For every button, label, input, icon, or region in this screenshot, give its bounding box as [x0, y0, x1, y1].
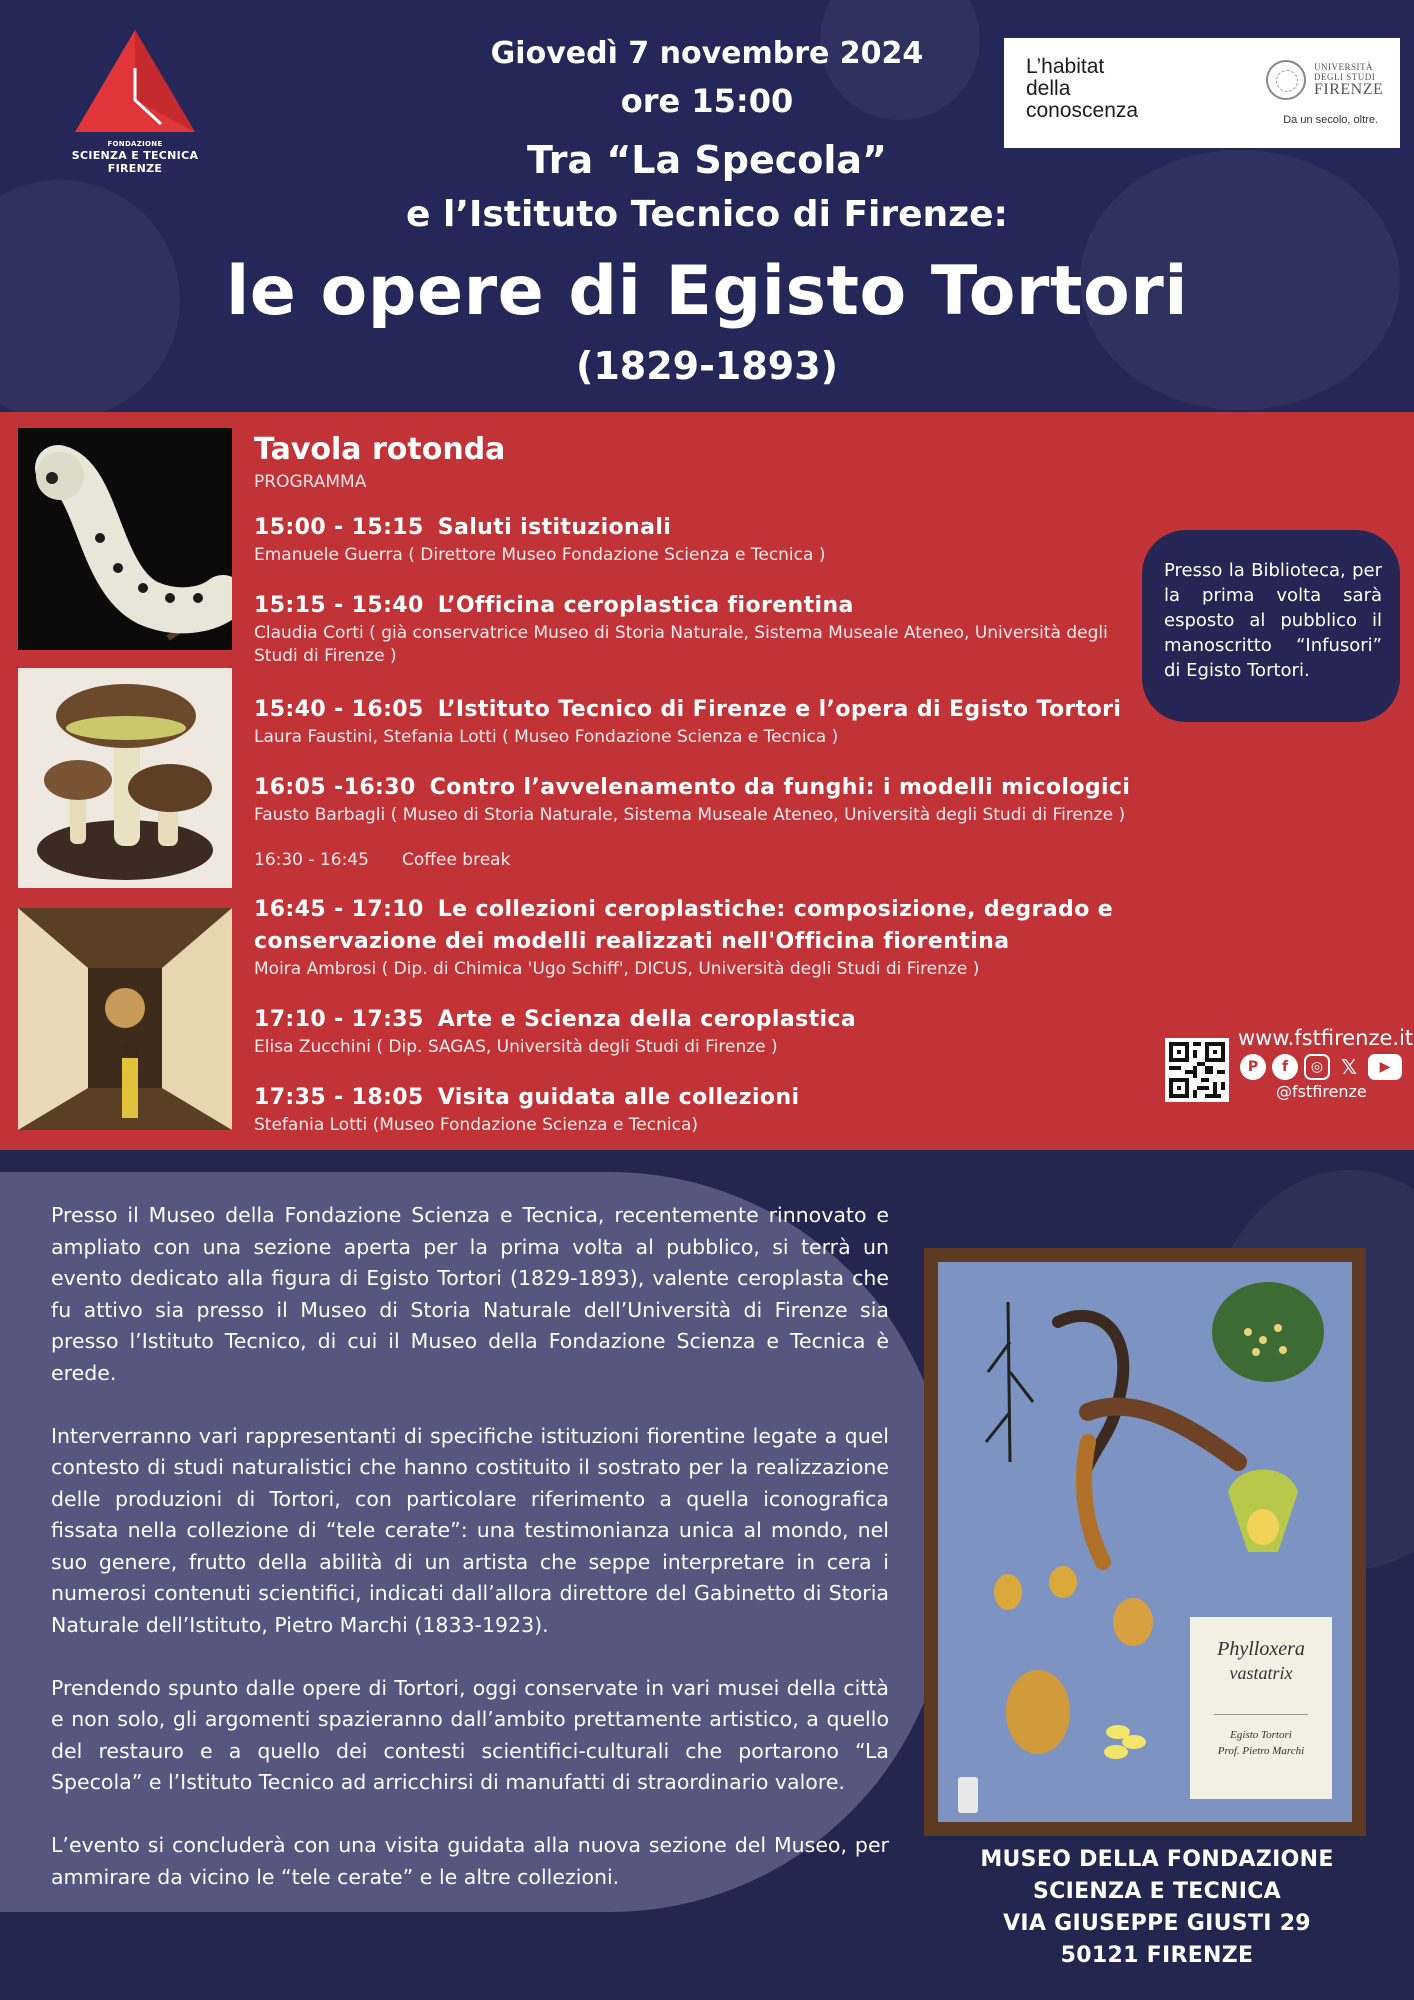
x-icon[interactable]: 𝕏 [1340, 1055, 1358, 1079]
specimen-label-card [1190, 1617, 1332, 1799]
program-session [254, 894, 1294, 981]
label-card-line: Phylloxera [1217, 1638, 1305, 1660]
museum-gallery-image [18, 908, 232, 1130]
fondazione-logo [60, 28, 210, 188]
program-session [254, 512, 1274, 567]
slogan-line: conoscenza [1026, 99, 1139, 122]
session-title: Contro l’avvelenamento da funghi: i modelli micologici [429, 775, 1131, 800]
program-heading: Tavola rotonda [254, 432, 506, 467]
library-note: Presso la Biblioteca, per la prima volta sarà esposto al pubblico il manoscritto “Infusori” di Egisto Tortori. [1142, 530, 1400, 722]
event-subtitle-line1: Tra “La Specola” [526, 138, 888, 182]
background-decoration [0, 180, 180, 412]
mushroom-wax-model-image [18, 668, 232, 888]
facebook-icon[interactable]: f [1272, 1054, 1298, 1080]
venue-line: 50121 FIRENZE [1060, 1943, 1254, 1968]
description-section [0, 1150, 1414, 2000]
social-handle[interactable]: @fstfirenze [1276, 1082, 1367, 1101]
session-title: Saluti istituzionali [437, 515, 672, 540]
phylloxera-wax-tableau-image [924, 1248, 1366, 1836]
session-title: Arte e Scienza della ceroplastica [437, 1007, 857, 1032]
habitat-slogan [1026, 56, 1138, 122]
coffee-break [254, 850, 510, 870]
social-links [1240, 1054, 1402, 1082]
university-seal-icon [1266, 60, 1306, 100]
event-date: Giovedì 7 novembre 2024 [490, 36, 924, 71]
session-speakers: Claudia Corti ( già conservatrice Museo di Storia Naturale, Sistema Museale Ateneo, Università degli Studi di Firenze ) [254, 623, 1108, 666]
instagram-icon[interactable]: ◎ [1304, 1054, 1330, 1080]
session-time: 15:15 - 15:40 [254, 593, 424, 618]
session-time: 17:10 - 17:35 [254, 1007, 424, 1032]
label-card-line: vastatrix [1229, 1663, 1293, 1683]
label-card-line: Prof. Pietro Marchi [1217, 1745, 1305, 1757]
program-session [254, 1004, 1274, 1059]
university-tagline: Da un secolo, oltre. [1283, 114, 1378, 126]
program-session [254, 772, 1274, 827]
poster-header [0, 0, 1414, 412]
venue-line: SCIENZA E TECNICA [1033, 1879, 1281, 1904]
program-session [254, 590, 1134, 668]
caterpillar-wax-model-image [18, 428, 232, 650]
event-time: ore 15:00 [620, 82, 794, 120]
description-paragraph: Prendendo spunto dalle opere di Tortori, oggi conservate in vari musei della città e non solo, gli argomenti spazieranno dall’ambito prettamente artistico, a quello del restauro e a quello dei contesti scientifici-culturali che portarono “La Specola” e l’Istituto Tecnico ad arricchirsi di manufatti di straordinario valore. [51, 1675, 889, 1794]
university-name-line: FIRENZE [1314, 81, 1384, 98]
session-time: 16:05 -16:30 [254, 775, 416, 800]
session-speakers: Elisa Zucchini ( Dip. SAGAS, Università degli Studi di Firenze ) [254, 1037, 778, 1057]
youtube-icon[interactable]: ▶ [1368, 1054, 1402, 1080]
session-title: L’Officina ceroplastica fiorentina [437, 593, 854, 618]
venue-line: MUSEO DELLA FONDAZIONE [980, 1847, 1334, 1872]
break-time: 16:30 - 16:45 [254, 850, 369, 870]
description-paragraph: L’evento si concluderà con una visita guidata alla nuova sezione del Museo, per ammirare da vicino le “tele cerate” e le altre collezioni. [51, 1833, 889, 1889]
logo-text-line: SCIENZA E TECNICA [71, 149, 199, 162]
program-label: PROGRAMMA [254, 472, 367, 492]
session-title: L’Istituto Tecnico di Firenze e l’opera di Egisto Tortori [437, 697, 1122, 722]
description-paragraph: Presso il Museo della Fondazione Scienza e Tecnica, recentemente rinnovato e ampliato con una sezione aperta per la prima volta al pubblico, si terrà un evento dedicato alla figura di Egisto Tortori (1829-1893), valente ceroplasta che fu attivo sia presso il Museo di Storia Naturale dell’Università di Firenze sia presso l’Istituto Tecnico, di cui il Museo della Fondazione Scienza e Tecnica è erede. [51, 1203, 889, 1385]
description-paragraph: Interverranno vari rappresentanti di specifiche istituzioni fiorentine legate a quel contesto di studi naturalistici che hanno costituito il sostrato per la realizzazione delle produzioni di Tortori, con particolare riferimento a quella iconografica fissata nella collezione di “tele cerate”: una testimonianza unica al mondo, nel suo genere, frutto della abilità di un artista che seppe interpretare in cera i numerosi contenuti scientifici, indicati dall’allora direttore del Gabinetto di Storia Naturale dell’Istituto, Pietro Marchi (1833-1923). [51, 1423, 889, 1637]
session-speakers: Moira Ambrosi ( Dip. di Chimica 'Ugo Schiff', DICUS, Università degli Studi di Firenze ) [254, 959, 980, 979]
program-session [254, 1082, 1274, 1137]
session-time: 16:45 - 17:10 [254, 897, 424, 922]
label-card-line: Egisto Tortori [1230, 1729, 1292, 1741]
website-link[interactable]: www.fstfirenze.it [1238, 1026, 1414, 1050]
break-label: Coffee break [402, 850, 511, 870]
session-time: 15:40 - 16:05 [254, 697, 424, 722]
slogan-line: L’habitat [1026, 55, 1105, 78]
pinterest-icon[interactable]: P [1240, 1054, 1266, 1080]
university-name [1314, 62, 1383, 98]
event-years: (1829-1893) [575, 344, 839, 388]
university-name-line: UNIVERSITÀ [1314, 62, 1373, 72]
session-speakers: Laura Faustini, Stefania Lotti ( Museo Fondazione Scienza e Tecnica ) [254, 727, 839, 747]
program-section [0, 412, 1414, 1150]
qr-code-icon[interactable] [1165, 1038, 1229, 1102]
session-title: Le collezioni ceroplastiche: composizione, degrado e conservazione dei modelli realizzati nell'Officina fiorentina [254, 897, 1114, 954]
venue-address [950, 1844, 1364, 1972]
triangle-logo-icon [73, 28, 197, 136]
logo-text-line: FIRENZE [107, 162, 163, 175]
university-name-line: DEGLI STUDI [1314, 72, 1376, 82]
slogan-line: della [1026, 77, 1071, 100]
session-title: Visita guidata alle collezioni [437, 1085, 800, 1110]
event-subtitle-line2: e l’Istituto Tecnico di Firenze: [406, 194, 1008, 235]
session-time: 17:35 - 18:05 [254, 1085, 424, 1110]
logo-text-line: FONDAZIONE [107, 140, 163, 148]
description-text [51, 1200, 889, 1925]
event-title: le opere di Egisto Tortori [225, 252, 1189, 331]
program-session [254, 694, 1274, 749]
unifi-logo-box [1004, 38, 1400, 148]
session-speakers: Emanuele Guerra ( Direttore Museo Fondazione Scienza e Tecnica ) [254, 545, 826, 565]
session-time: 15:00 - 15:15 [254, 515, 424, 540]
session-speakers: Stefania Lotti (Museo Fondazione Scienza e Tecnica) [254, 1115, 699, 1135]
venue-line: VIA GIUSEPPE GIUSTI 29 [1003, 1911, 1311, 1936]
session-speakers: Fausto Barbagli ( Museo di Storia Naturale, Sistema Museale Ateneo, Università degli Studi di Firenze ) [254, 805, 1126, 825]
